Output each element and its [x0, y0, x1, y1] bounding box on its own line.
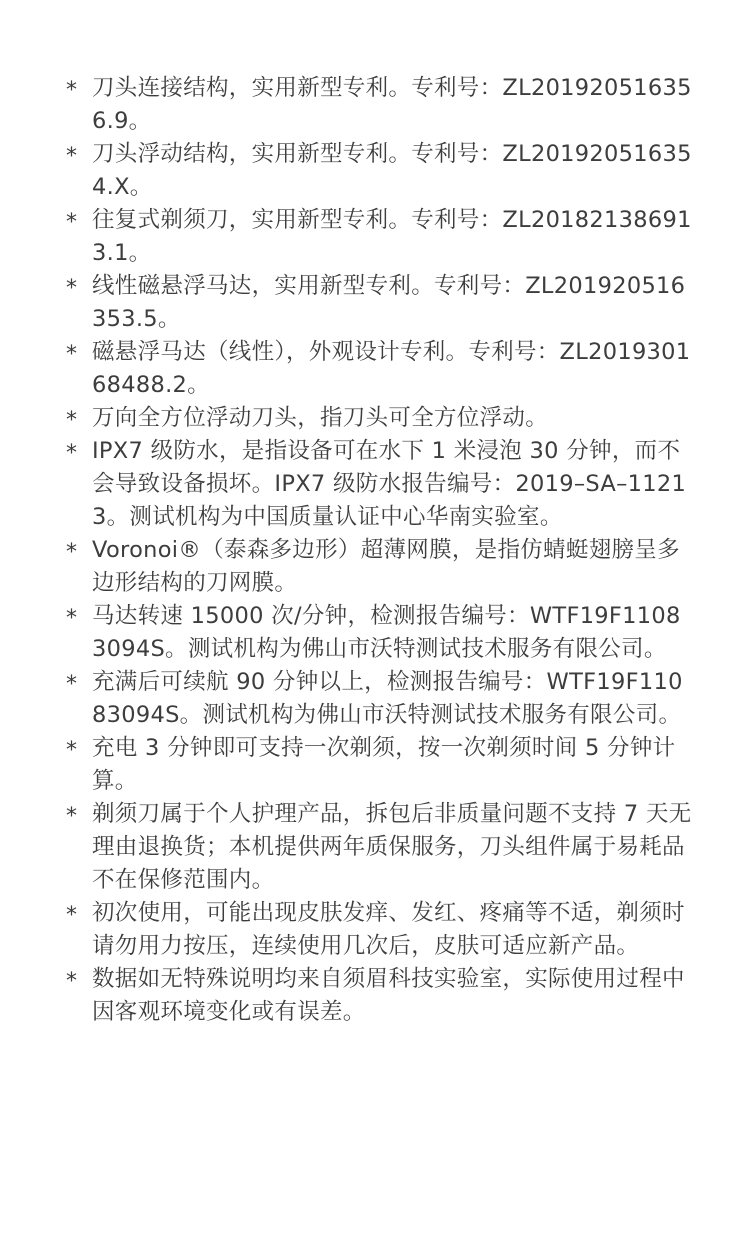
footnote-item — [0, 402, 750, 435]
footnote-item — [0, 204, 750, 270]
footnote-text: 数据如无特殊说明均来自须眉科技实验室，实际使用过程中因客观环境变化或有误差。 — [92, 966, 685, 1025]
bullet-marker: * — [66, 969, 78, 994]
footnote-text: 万向全方位浮动刀头，指刀头可全方位浮动。 — [92, 405, 549, 431]
footnote-item — [0, 963, 750, 1029]
footnote-item — [0, 336, 750, 402]
bullet-marker: * — [66, 144, 78, 169]
footnote-text: 往复式剃须刀，实用新型专利。专利号：ZL201821386913.1。 — [92, 207, 692, 266]
footnote-item — [0, 732, 750, 798]
bullet-marker: * — [66, 408, 78, 433]
bullet-marker: * — [66, 738, 78, 763]
footnote-text: Voronoi®（泰森多边形）超薄网膜，是指仿蜻蜓翅膀呈多边形结构的刀网膜。 — [92, 537, 680, 596]
footnotes-list — [0, 72, 750, 1029]
footnote-item — [0, 270, 750, 336]
bullet-marker: * — [66, 441, 78, 466]
footnote-text: IPX7 级防水，是指设备可在水下 1 米浸泡 30 分钟，而不会导致设备损坏。IPX7 级防水报告编号：2019–SA–11213。测试机构为中国质量认证中心华南实验室。 — [92, 438, 687, 530]
bullet-marker: * — [66, 78, 78, 103]
footnote-item — [0, 600, 750, 666]
bullet-marker: * — [66, 210, 78, 235]
bullet-marker: * — [66, 540, 78, 565]
footnote-item — [0, 798, 750, 897]
footnote-text: 充满后可续航 90 分钟以上，检测报告编号：WTF19F11083094S。测试机构为佛山市沃特测试技术服务有限公司。 — [92, 669, 683, 728]
footnote-text: 磁悬浮马达（线性），外观设计专利。专利号：ZL201930168488.2。 — [92, 339, 691, 398]
footnote-text: 剃须刀属于个人护理产品，拆包后非质量问题不支持 7 天无理由退换货；本机提供两年质保服务，刀头组件属于易耗品不在保修范围内。 — [92, 801, 692, 893]
footnote-item — [0, 897, 750, 963]
footnote-text: 初次使用，可能出现皮肤发痒、发红、疼痛等不适，剃须时请勿用力按压，连续使用几次后，皮肤可适应新产品。 — [92, 900, 685, 959]
footnote-item — [0, 138, 750, 204]
footnote-item — [0, 534, 750, 600]
footnote-item — [0, 435, 750, 534]
footnote-text: 刀头浮动结构，实用新型专利。专利号：ZL201920516354.X。 — [92, 141, 692, 200]
bullet-marker: * — [66, 606, 78, 631]
footnote-text: 充电 3 分钟即可支持一次剃须，按一次剃须时间 5 分钟计算。 — [92, 735, 676, 794]
bullet-marker: * — [66, 276, 78, 301]
footnote-text: 线性磁悬浮马达，实用新型专利。专利号：ZL201920516353.5。 — [92, 273, 686, 332]
bullet-marker: * — [66, 342, 78, 367]
footnote-text: 马达转速 15000 次/分钟，检测报告编号：WTF19F11083094S。测试机构为佛山市沃特测试技术服务有限公司。 — [92, 603, 681, 662]
footnote-item — [0, 666, 750, 732]
bullet-marker: * — [66, 804, 78, 829]
bullet-marker: * — [66, 903, 78, 928]
footnote-item — [0, 72, 750, 138]
footnote-text: 刀头连接结构，实用新型专利。专利号：ZL201920516356.9。 — [92, 75, 692, 134]
bullet-marker: * — [66, 672, 78, 697]
